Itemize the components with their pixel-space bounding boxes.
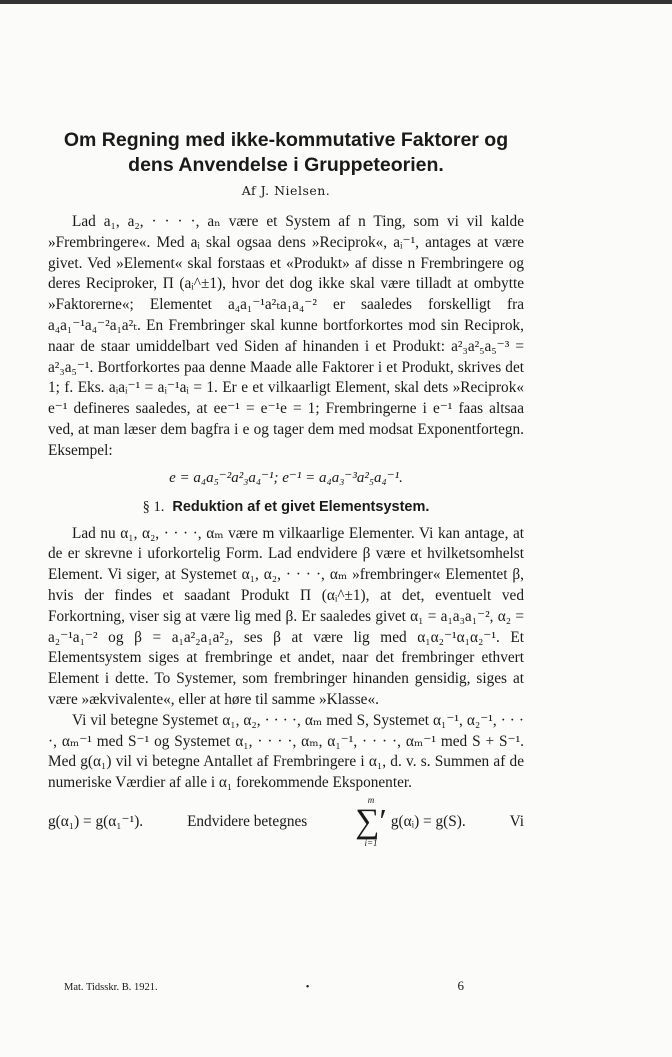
sum-intro: Endvidere betegnes [187, 812, 308, 830]
article-title: Om Regning med ikke-kommutative Faktorer og dens Anvendelse i Gruppeteorien. [63, 129, 509, 176]
journal-reference: Mat. Tidsskr. B. 1921. [64, 982, 158, 993]
sigma-symbol: ∑′ [355, 802, 387, 840]
section-number: § 1. [142, 498, 165, 515]
article-author: Af J. Nielsen. [241, 183, 331, 198]
paragraph-3: Vi vil betegne Systemet α₁, α₂, · · · ·, αₘ med S, Systemet α₁⁻¹, α₂⁻¹, · · · ·, αₘ⁻¹ med S⁻¹ og Systemet α₁, · · · ·, αₘ, α₁⁻¹, · · · ·, αₘ⁻¹ med S + S⁻¹. Med g(α₁) vil vi betegne Antallet af Frembringere i α₁, d. v. s. Summen af de numeriske Værdier af alle i α₁ forekommende Eksponenter. [48, 711, 524, 792]
sum-definition-line [48, 796, 524, 848]
sum-lower-limit: i=1 [364, 837, 378, 848]
paragraph-2: Lad nu α₁, α₂, · · · ·, αₘ være m vilkaarlige Elementer. Vi kan antage, at de er skrevne i uforkortelig Form. Lad endvidere β være et hvilketsomhelst Element. Vi siger, at Systemet α₁, α₂, · · · ·, αₘ »frembringer« Elementet β, hvis der findes et saadant Produkt Π (αᵢ^±1), at det, eventuelt ved Forkortning, viser sig at være lig med β. Er saaledes givet α₁ = a₁a₃a₁⁻², α₂ = a₂⁻¹a₁⁻² og β = a₁a²₂a₁a²₂, ses β at være lig med α₁α₂⁻¹α₁α₂⁻¹. Et Elementsystem siges at frembringe et andet, naar det frembringer ethvert Element i dette. To Systemer, som frembringer hinanden gensidig, siges at være »ækvivalente«, eller at høre til samme »Klasse«. [48, 524, 524, 708]
summation-sign [355, 796, 387, 848]
page-footer [64, 978, 464, 994]
page-body [48, 128, 524, 848]
example-formula: e = a₄a₅⁻²a²₃a₄⁻¹; e⁻¹ = a₄a₃⁻³a²₅a₄⁻¹. [169, 469, 403, 486]
footer-bullet: • [305, 982, 310, 993]
sum-expression [351, 796, 465, 848]
sum-body: g(αᵢ) = g(S). [390, 812, 466, 830]
sum-upper-limit: m [367, 794, 375, 805]
line-end-word: Vi [509, 812, 524, 830]
page-number: 6 [457, 978, 464, 993]
section-heading [48, 499, 524, 516]
paragraph-1: Lad a₁, a₂, · · · ·, aₙ være et System af n Ting, som vi vil kalde »Frembringere«. Med aᵢ skal ogsaa dens »Reciprok«, aᵢ⁻¹, antages at være givet. Ved »Element« skal forstaas et «Produkt» af disse n Frembringere og deres Reciproker, Π (aᵢ^±1), hvor det dog ikke skal være tilladt at ombytte »Faktorerne«; Elementet a₄a₁⁻¹a²ₜa₁a₄⁻² er saaledes forskelligt fra a₄a₁⁻¹a₄⁻²a₁a²ₜ. En Frembringer skal kunne bortforkortes mod sin Reciprok, naar de staar umiddelbart ved Siden af hinanden i et Produkt: a²₃a²₅a₅⁻³ = a²₃a₅⁻¹. Bortforkortes paa denne Maade alle Faktorer i et Produkt, skrives det 1; f. Eks. aᵢaᵢ⁻¹ = aᵢ⁻¹aᵢ = 1. Er e et vilkaarligt Element, skal dets »Reciprok« e⁻¹ defineres saaledes, at ee⁻¹ = e⁻¹e = 1; Frembringerne i e⁻¹ faas altsaa ved, at man læser dem bagfra i e og tager dem med modsat Exponentfortegn. Eksempel: [48, 213, 524, 459]
g-equation: g(α₁) = g(α₁⁻¹). [48, 813, 144, 831]
section-title: Reduktion af et givet Elementsystem. [172, 498, 430, 515]
top-rule [0, 0, 672, 4]
